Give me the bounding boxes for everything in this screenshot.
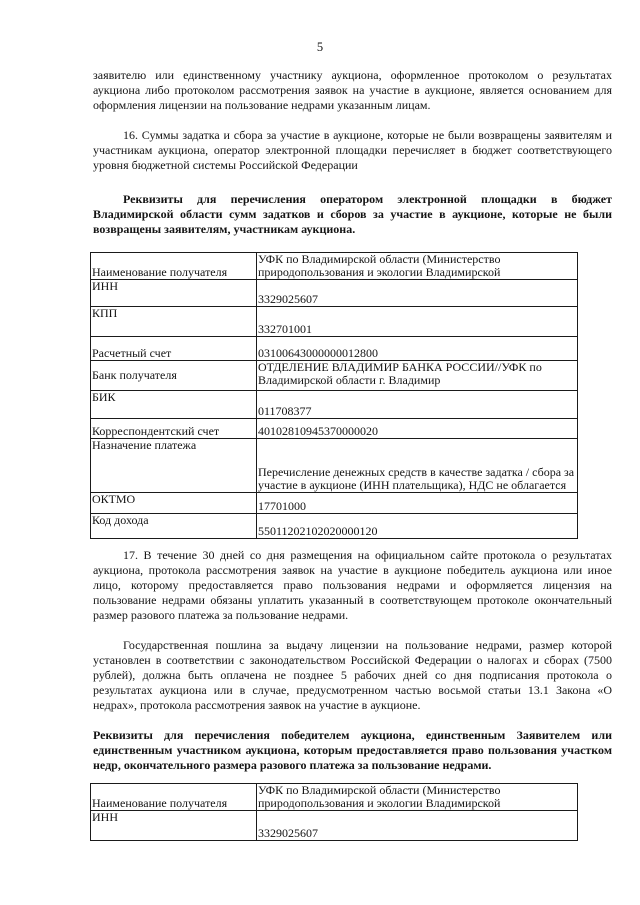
row-value: 332701001	[257, 307, 578, 337]
row-value: ОТДЕЛЕНИЕ ВЛАДИМИР БАНКА РОССИИ//УФК по Владимирской области г. Владимир	[257, 361, 578, 391]
paragraph-state-duty: Государственная пошлина за выдачу лицензии на пользование недрами, размер которой установлен в соответствии с законодательством Российской Федерации о налогах и сборах (7500 рублей), должна быть оплачена не позднее 5 рабочих дней со дня подписания протокола о результатах аукциона или в случае, предусмотренном частью восьмой статьи 13.1 Закона «О недрах», протокола рассмотрения заявок на участие в аукционе.	[93, 638, 612, 712]
row-value: Перечисление денежных средств в качестве задатка / сбора за участие в аукционе (ИНН плательщика), НДС не облагается	[257, 439, 578, 493]
table-row	[91, 361, 578, 391]
table-row	[91, 391, 578, 419]
row-value: 03100643000000012800	[257, 337, 578, 361]
row-label: Банк получателя	[91, 361, 257, 391]
paragraph-17: 17. В течение 30 дней со дня размещения на официальном сайте протокола о результатах аукциона, протокола рассмотрения заявок на участие в аукционе победитель аукциона или иное лицо, которому предоставляется право пользования недрами и оформляется лицензия на пользование недрами обязаны уплатить указанный в соответствующем протоколе окончательный размер разового платежа за пользование недрами.	[93, 548, 612, 622]
row-label: БИК	[91, 391, 257, 419]
table-row	[91, 419, 578, 439]
row-value: 17701000	[257, 493, 578, 514]
row-label: ИНН	[91, 280, 257, 307]
row-label: ОКТМО	[91, 493, 257, 514]
row-label: Корреспондентский счет	[91, 419, 257, 439]
table-row	[91, 784, 578, 811]
table-row	[91, 253, 578, 280]
row-label: Наименование получателя	[91, 253, 257, 280]
table-row	[91, 514, 578, 539]
row-label: ИНН	[91, 811, 257, 841]
row-label: КПП	[91, 307, 257, 337]
heading-winner-requisites: Реквизиты для перечисления победителем аукциона, единственным Заявителем или единственным участником аукциона, которым предоставляется право пользования участком недр, окончательного размера разового платежа за пользование недрами.	[93, 728, 612, 772]
table-row	[91, 337, 578, 361]
row-value: 3329025607	[257, 280, 578, 307]
table-row	[91, 439, 578, 493]
table-row	[91, 280, 578, 307]
page-number: 5	[316, 40, 324, 54]
row-label: Расчетный счет	[91, 337, 257, 361]
row-value: 55011202102020000120	[257, 514, 578, 539]
row-label: Назначение платежа	[91, 439, 257, 493]
paragraph-16: 16. Суммы задатка и сбора за участие в аукционе, которые не были возвращены заявителям и участникам аукциона, оператор электронной площадки перечисляет в бюджет соответствующего уровня бюджетной системы Российской Федерации	[93, 128, 612, 172]
row-value: 40102810945370000020	[257, 419, 578, 439]
row-value: 3329025607	[257, 811, 578, 841]
requisites-table-budget	[90, 252, 578, 539]
table-row	[91, 493, 578, 514]
table-row	[91, 811, 578, 841]
row-label: Код дохода	[91, 514, 257, 539]
heading-budget-requisites: Реквизиты для перечисления оператором электронной площадки в бюджет Владимирской области сумм задатков и сборов за участие в аукционе, которые не были возвращены заявителям, участникам аукциона.	[93, 192, 612, 236]
row-value: УФК по Владимирской области (Министерство природопользования и экологии Владимирской	[257, 253, 578, 280]
table-row	[91, 307, 578, 337]
row-value: 011708377	[257, 391, 578, 419]
paragraph-intro: заявителю или единственному участнику аукциона, оформленное протоколом о результатах аукциона либо протоколом рассмотрения заявок на участие в аукционе, является основанием для оформления лицензии на пользование недрами указанным лицам.	[93, 68, 612, 112]
row-value: УФК по Владимирской области (Министерство природопользования и экологии Владимирской	[257, 784, 578, 811]
row-label: Наименование получателя	[91, 784, 257, 811]
requisites-table-winner	[90, 783, 578, 841]
